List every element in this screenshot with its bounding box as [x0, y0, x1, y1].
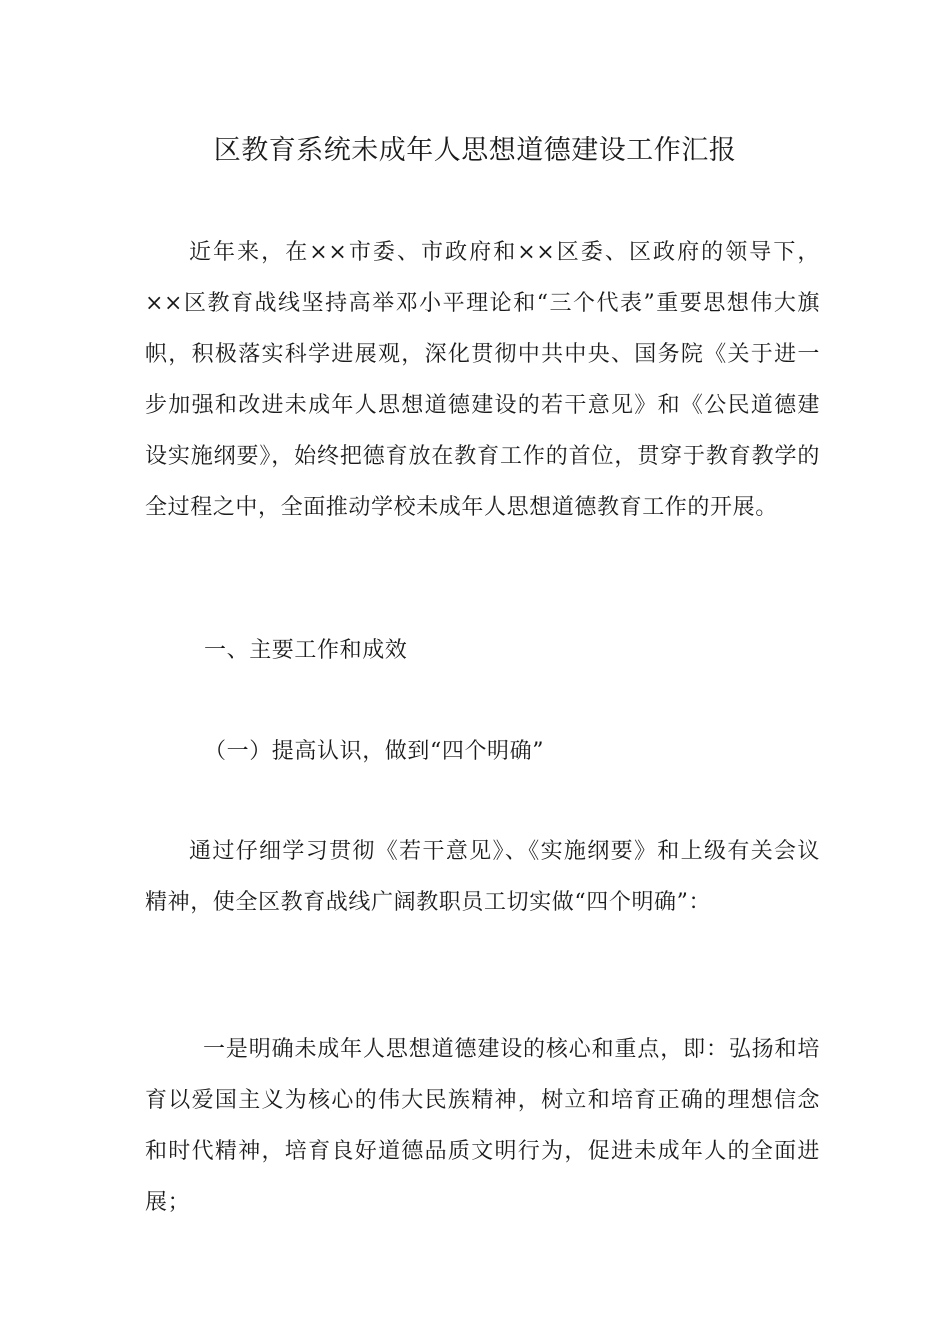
body-paragraph-2: 一是明确未成年人思想道德建设的核心和重点，即：弘扬和培育以爱国主义为核心的伟大民族精神，树立和培育正确的理想信念和时代精神，培育良好道德品质文明行为，促进未成年人的全面进展； [145, 1037, 820, 1215]
subsection-heading: （一）提高认识，做到“四个明确” [204, 739, 545, 764]
document-title: 区教育系统未成年人思想道德建设工作汇报 [213, 135, 737, 166]
intro-paragraph: 近年来，在××市委、市政府和××区委、区政府的领导下，××区教育战线坚持高举邓小平理论和“三个代表”重要思想伟大旗帜，积极落实科学进展观，深化贯彻中共中央、国务院《关于进一步加强和改进未成年人思想道德建设的若干意见》和《公民道德建设实施纲要》，始终把德育放在教育工作的首位，贯穿于教育教学的全过程之中，全面推动学校未成年人思想道德教育工作的开展。 [145, 240, 820, 520]
section-heading: 一、主要工作和成效 [204, 638, 408, 663]
body-paragraph-1: 通过仔细学习贯彻《若干意见》、《实施纲要》和上级有关会议精神，使全区教育战线广阔教职员工切实做“四个明确”： [145, 839, 820, 915]
